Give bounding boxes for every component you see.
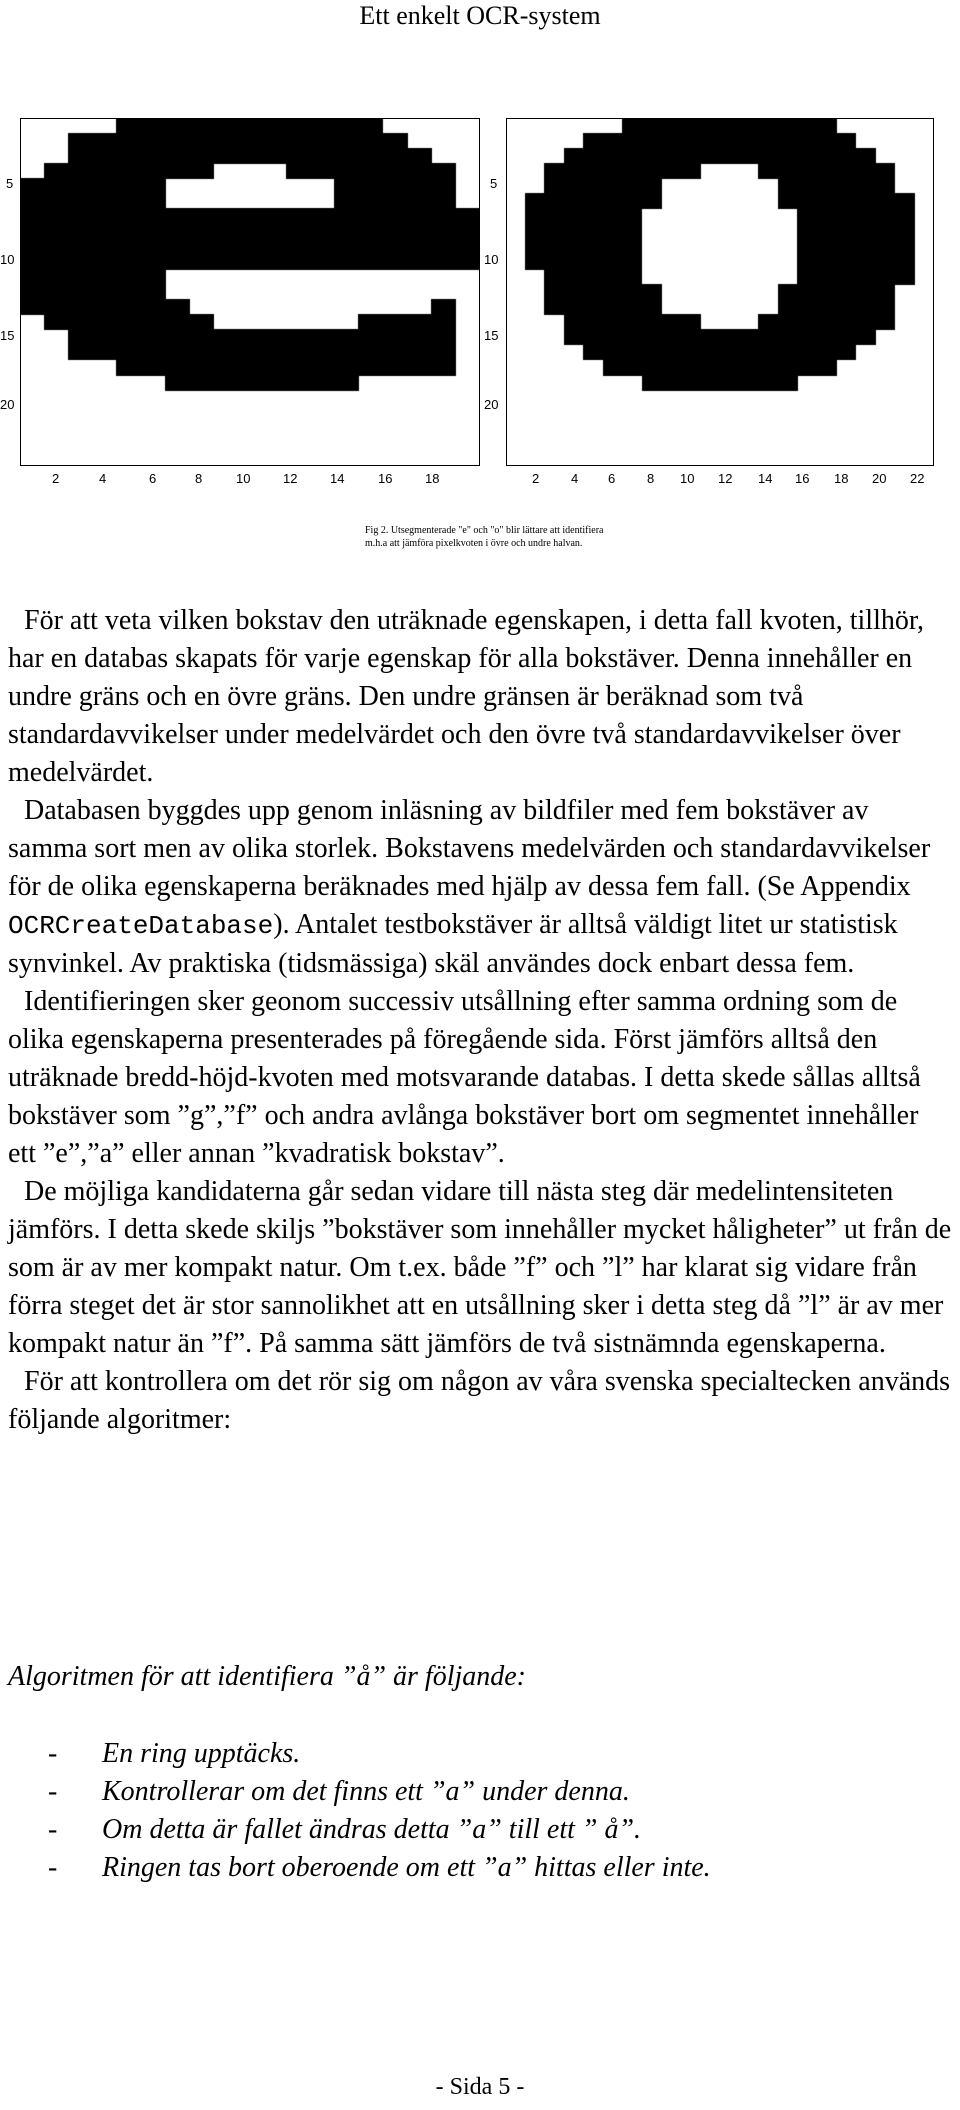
y-tick-10: 10 xyxy=(484,252,499,267)
list-dash: - xyxy=(48,1852,58,1883)
x-tick-2: 2 xyxy=(532,471,540,486)
algorithm-step-text: Ringen tas bort oberoende om ett ”a” hittas eller inte. xyxy=(102,1852,711,1883)
y-tick-5: 5 xyxy=(490,176,498,191)
x-tick-16: 16 xyxy=(378,471,393,486)
y-tick-15: 15 xyxy=(484,328,499,343)
x-tick-8: 8 xyxy=(647,471,655,486)
y-tick-20: 20 xyxy=(484,397,499,412)
plot-letter-o xyxy=(480,98,960,498)
paragraph-special-chars: För att kontrollera om det rör sig om någon av våra svenska specialtecken används följande algoritmer: xyxy=(8,1366,951,1435)
x-tick-2: 2 xyxy=(52,471,60,486)
paragraph-database-build-part2: ). Antalet testbokstäver är alltså väldigt litet ur statistisk synvinkel. Av praktiska (tidsmässiga) skäl användes dock enbart dessa fem. xyxy=(8,909,898,979)
x-tick-22: 22 xyxy=(910,471,925,486)
algorithm-step xyxy=(8,1811,948,1849)
algorithm-step-text: En ring upptäcks. xyxy=(102,1738,301,1769)
algorithm-step-text: Kontrollerar om det finns ett ”a” under denna. xyxy=(102,1776,630,1807)
x-tick-8: 8 xyxy=(195,471,203,486)
page-header: Ett enkelt OCR-system xyxy=(359,1,601,30)
y-tick-10: 10 xyxy=(0,252,15,267)
paragraph-database-build xyxy=(8,792,953,983)
x-tick-4: 4 xyxy=(571,471,579,486)
y-tick-15: 15 xyxy=(0,328,15,343)
list-dash: - xyxy=(48,1776,58,1807)
x-tick-14: 14 xyxy=(758,471,773,486)
list-dash: - xyxy=(48,1814,58,1845)
x-tick-16: 16 xyxy=(795,471,810,486)
caption-line-2: m.h.a att jämföra pixelkvoten i övre och undre halvan. xyxy=(365,538,583,549)
paragraph-identification: Identifieringen sker geonom successiv utsållning efter samma ordning som de olika egenskaperna presenterades på föregående sida. Först jämförs alltså den uträknade bredd-höjd-kvoten med motsvarande databas. I detta skede sållas alltså bokstäver som ”g”,”f” och andra avlånga bokstäver bort om segmentet innehåller ett ”e”,”a” eller annan ”kvadratisk bokstav”. xyxy=(8,986,921,1169)
paragraph-database-intro: För att veta vilken bokstav den uträknade egenskapen, i detta fall kvoten, tillhör, har en databas skapats för varje egenskap för alla bokstäver. Denna innehåller en undre gräns och en övre gräns. Den undre gränsen är beräknad som två standardavvikelser under medelvärdet och den övre två standardavvikelser över medelvärdet. xyxy=(8,605,925,788)
algorithm-step xyxy=(8,1735,948,1773)
x-tick-18: 18 xyxy=(425,471,440,486)
x-tick-18: 18 xyxy=(834,471,849,486)
x-tick-4: 4 xyxy=(99,471,107,486)
algorithm-title: Algoritmen för att identifiera ”å” är följande: xyxy=(8,1661,526,1692)
code-ocr-create-database: OCRCreateDatabase xyxy=(8,911,274,941)
x-tick-14: 14 xyxy=(330,471,345,486)
list-dash: - xyxy=(48,1738,58,1769)
y-tick-20: 20 xyxy=(0,397,15,412)
y-tick-5: 5 xyxy=(6,176,14,191)
plot-frame-o xyxy=(506,118,934,466)
page-number: - Sida 5 - xyxy=(435,2074,525,2100)
plot-letter-e xyxy=(0,98,480,498)
x-tick-10: 10 xyxy=(680,471,695,486)
figure-caption xyxy=(365,524,685,550)
x-tick-10: 10 xyxy=(236,471,251,486)
paragraph-candidates: De möjliga kandidaterna går sedan vidare till nästa steg där medelintensiteten jämförs. I detta skede skiljs ”bokstäver som innehåller mycket håligheter” ut från de som är av mer kompakt natur. Om t.ex. både ”f” och ”l” har klarat sig vidare från förra steget det är stor sannolikhet att en utsållning sker i detta steg då ”l” är av mer kompakt natur än ”f”. På samma sätt jämförs de två sistnämnda egenskaperna. xyxy=(8,1176,952,1359)
paragraph-database-build-part1: Databasen byggdes upp genom inläsning av bildfiler med fem bokstäver av samma sort men av olika storlek. Bokstavens medelvärden och standardavvikelser för de olika egenskaperna beräknades med hjälp av dessa fem fall. (Se Appendix xyxy=(8,795,931,902)
algorithm-step-text: Om detta är fallet ändras detta ”a” till ett ” å”. xyxy=(102,1814,642,1845)
x-tick-12: 12 xyxy=(283,471,298,486)
x-tick-6: 6 xyxy=(608,471,616,486)
algorithm-step xyxy=(8,1849,948,1887)
x-tick-6: 6 xyxy=(149,471,157,486)
algorithm-step xyxy=(8,1773,948,1811)
caption-line-1: Fig 2. Utsegmenterade "e" och "o" blir lättare att identifiera xyxy=(365,525,604,536)
figure-letter-bitmaps xyxy=(0,98,960,508)
plot-frame-e xyxy=(20,118,480,466)
x-tick-20: 20 xyxy=(872,471,887,486)
algorithm-steps xyxy=(8,1735,948,1887)
body-text xyxy=(8,602,953,1439)
x-tick-12: 12 xyxy=(718,471,733,486)
